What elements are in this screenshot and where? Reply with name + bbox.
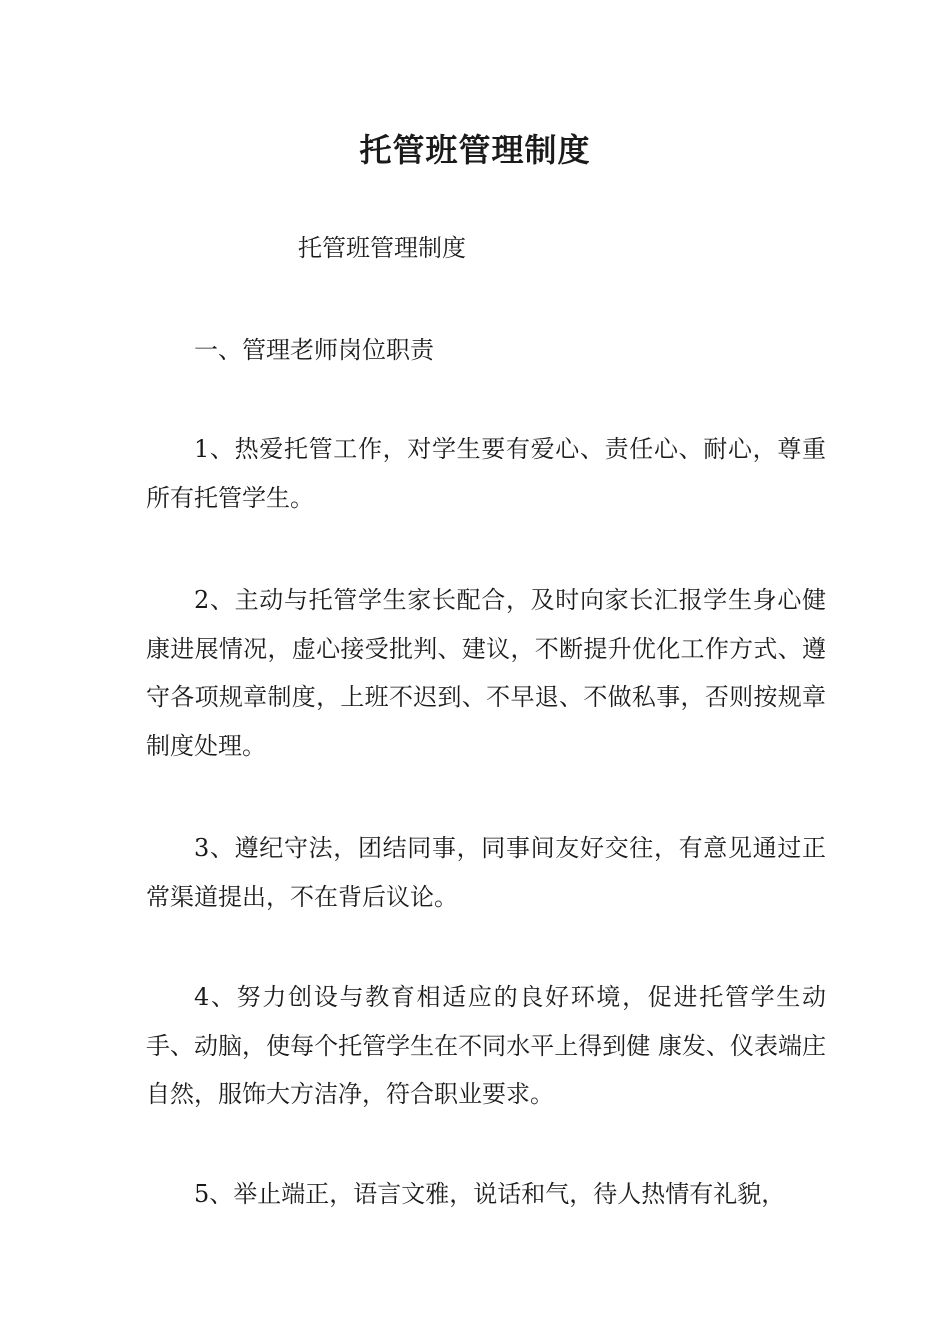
paragraph-3: 3、遵纪守法，团结同事，同事间友好交往，有意见通过正常渠道提出，不在背后议论。 — [146, 834, 826, 911]
paragraph-5: 5、举止端正，语言文雅，说话和气，待人热情有礼貌， — [194, 1180, 786, 1208]
document-title: 托管班管理制度 — [359, 131, 591, 169]
section-heading: 一、管理老师岗位职责 — [194, 336, 434, 364]
document-subtitle: 托管班管理制度 — [298, 234, 466, 262]
paragraph-1: 1、热爱托管工作，对学生要有爱心、责任心、耐心，尊重所有托管学生。 — [146, 435, 826, 512]
paragraph-4: 4、努力创设与教育相适应的良好环境，促进托管学生动手、动脑，使每个托管学生在不同水平上得到健 康发、仪表端庄自然，服饰大方洁净，符合职业要求。 — [146, 983, 826, 1108]
paragraph-2: 2、主动与托管学生家长配合，及时向家长汇报学生身心健康进展情况，虚心接受批判、建议，不断提升优化工作方式、遵守各项规章制度，上班不迟到、不早退、不做私事，否则按规章制度处理。 — [146, 586, 826, 760]
